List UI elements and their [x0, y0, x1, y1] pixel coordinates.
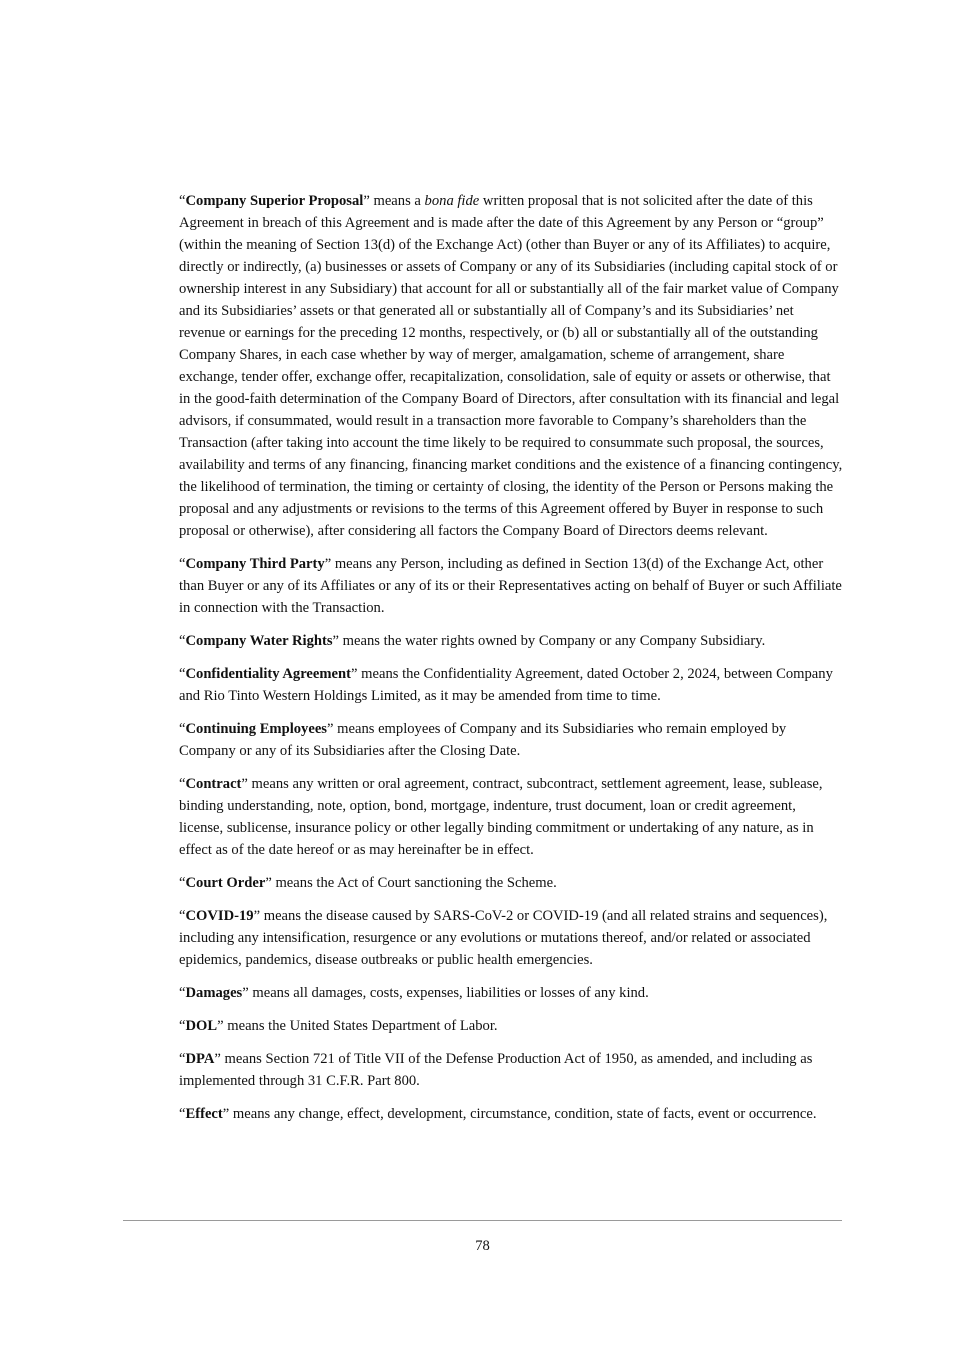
definition-text: means the disease caused by SARS-CoV-2 or COVID-19 (and all related strains and sequences), including any intensification, resurgence or any evolutions or mutations thereof, and/or related or associated epidemics, pandemics, disease outbreaks or public health emergencies. — [179, 908, 828, 968]
defined-term: DPA — [185, 1051, 215, 1067]
defined-term: Company Water Rights — [185, 633, 333, 649]
definition-text: means any written or oral agreement, contract, subcontract, settlement agreement, lease, sublease, binding understanding, note, option, bond, mortgage, indenture, trust document, loan or credit agreement, license, sublicense, insurance policy or other legally binding commitment or undertaking of any nature, as in effect as of the date hereof or as may hereinafter be in effect. — [179, 776, 823, 858]
defined-term: Contract — [185, 776, 242, 792]
definition-court-order: “Court Order” means the Act of Court sanctioning the Scheme. — [179, 875, 557, 891]
footer-divider — [123, 1220, 842, 1221]
defined-term: Damages — [185, 985, 243, 1001]
defined-term: Confidentiality Agreement — [185, 666, 351, 682]
defined-term: DOL — [185, 1018, 218, 1034]
definitions-section — [179, 190, 843, 1136]
definition-dpa: “DPA” means Section 721 of Title VII of the Defense Production Act of 1950, as amended, and including as implemented through 31 C.F.R. Part 800. — [179, 1051, 813, 1089]
definition-company-superior-proposal: “Company Superior Proposal” means a bona fide written proposal that is not solicited after the date of this Agreement in breach of this Agreement and is made after the date of this Agreement by any Person or “group” (within the meaning of Section 13(d) of the Exchange Act) (other than Buyer or any of its Affiliates) to acquire, directly or indirectly, (a) businesses or assets of Company or any of its Subsidiaries (including capital stock of or ownership interest in any Subsidiary) that account for all or substantially all of the fair market value of Company and its Subsidiaries’ assets or that generated all or substantially all of Company’s and its Subsidiaries’ net revenue or earnings for the preceding 12 months, respectively, or (b) all or substantially all of the outstanding Company Shares, in each case whether by way of merger, amalgamation, scheme of arrangement, share exchange, tender offer, exchange offer, recapitalization, consolidation, sale of equity or assets or otherwise, that in the good-faith determination of the Company Board of Directors, after consultation with its financial and legal advisors, if consummated, would result in a transaction more favorable to Company’s shareholders than the Transaction (after taking into account the time likely to be required to consummate such proposal, the sources, availability and terms of any financing, financing market conditions and the existence of a financing contingency, the likelihood of termination, the timing or certainty of closing, the identity of the Person or Persons making the proposal and any adjustments or revisions to the terms of this Agreement offered by Buyer in response to such proposal or otherwise), after considering all factors the Company Board of Directors deems relevant. — [179, 193, 843, 539]
defined-term: Company Superior Proposal — [185, 193, 364, 209]
defined-term: Company Third Party — [185, 556, 325, 572]
defined-term: COVID-19 — [185, 908, 254, 924]
definition-text: means any change, effect, development, circumstance, condition, state of facts, event or occurrence. — [229, 1106, 817, 1122]
definition-text: means the Act of Court sanctioning the Scheme. — [271, 875, 557, 891]
definition-text: means any Person, including as defined in Section 13(d) of the Exchange Act, other than Buyer or any of its Affiliates or any of its or their Representatives acting on behalf of Buyer or such Affiliate in connection with the Transaction. — [179, 556, 842, 616]
definition-text: means employees of Company and its Subsidiaries who remain employed by Company or any of its Subsidiaries after the Closing Date. — [179, 721, 787, 759]
definition-company-water-rights: “Company Water Rights” means the water rights owned by Company or any Company Subsidiary. — [179, 633, 766, 649]
definition-confidentiality-agreement: “Confidentiality Agreement” means the Confidentiality Agreement, dated October 2, 2024, between Company and Rio Tinto Western Holdings Limited, as it may be amended from time to time. — [179, 666, 833, 704]
definition-damages: “Damages” means all damages, costs, expenses, liabilities or losses of any kind. — [179, 985, 649, 1001]
definition-text: means all damages, costs, expenses, liabilities or losses of any kind. — [248, 985, 649, 1001]
definition-text: means the United States Department of Labor. — [223, 1018, 498, 1034]
definition-text: means Section 721 of Title VII of the Defense Production Act of 1950, as amended, and including as implemented through 31 C.F.R. Part 800. — [179, 1051, 813, 1089]
defined-term: Court Order — [185, 875, 266, 891]
italic-phrase: bona fide — [424, 193, 480, 209]
definition-company-third-party: “Company Third Party” means any Person, including as defined in Section 13(d) of the Exchange Act, other than Buyer or any of its Affiliates or any of its or their Representatives acting on behalf of Buyer or such Affiliate in connection with the Transaction. — [179, 556, 842, 616]
page-number: 78 — [475, 1238, 490, 1254]
defined-term: Effect — [185, 1106, 223, 1122]
definition-text: means the Confidentiality Agreement, dated October 2, 2024, between Company and Rio Tinto Western Holdings Limited, as it may be amended from time to time. — [179, 666, 833, 704]
definition-text-lead: means a — [369, 193, 425, 209]
definition-contract: “Contract” means any written or oral agreement, contract, subcontract, settlement agreement, lease, sublease, binding understanding, note, option, bond, mortgage, indenture, trust document, loan or credit agreement, license, sublicense, insurance policy or other legally binding commitment or undertaking of any nature, as in effect as of the date hereof or as may hereinafter be in effect. — [179, 776, 823, 858]
definition-effect: “Effect” means any change, effect, development, circumstance, condition, state of facts, event or occurrence. — [179, 1106, 817, 1122]
definition-continuing-employees: “Continuing Employees” means employees of Company and its Subsidiaries who remain employed by Company or any of its Subsidiaries after the Closing Date. — [179, 721, 787, 759]
definition-covid-19: “COVID-19” means the disease caused by SARS-CoV-2 or COVID-19 (and all related strains and sequences), including any intensification, resurgence or any evolutions or mutations thereof, and/or related or associated epidemics, pandemics, disease outbreaks or public health emergencies. — [179, 908, 828, 968]
defined-term: Continuing Employees — [185, 721, 327, 737]
definition-dol: “DOL” means the United States Department of Labor. — [179, 1018, 498, 1034]
definition-text: means the water rights owned by Company or any Company Subsidiary. — [339, 633, 766, 649]
definition-text: written proposal that is not solicited after the date of this Agreement in breach of this Agreement and is made after the date of this Agreement by any Person or “group” (within the meaning of Section 13(d) of the Exchange Act) (other than Buyer or any of its Affiliates) to acquire, directly or indirectly, (a) businesses or assets of Company or any of its Subsidiaries (including capital stock of or ownership interest in any Subsidiary) that account for all or substantially all of the fair market value of Company and its Subsidiaries’ assets or that generated all or substantially all of Company’s and its Subsidiaries’ net revenue or earnings for the preceding 12 months, respectively, or (b) all or substantially all of the outstanding Company Shares, in each case whether by way of merger, amalgamation, scheme of arrangement, share exchange, tender offer, exchange offer, recapitalization, consolidation, sale of equity or assets or otherwise, that in the good-faith determination of the Company Board of Directors, after consultation with its financial and legal advisors, if consummated, would result in a transaction more favorable to Company’s shareholders than the Transaction (after taking into account the time likely to be required to consummate such proposal, the sources, availability and terms of any financing, financing market conditions and the existence of a financing contingency, the likelihood of termination, the timing or certainty of closing, the identity of the Person or Persons making the proposal and any adjustments or revisions to the terms of this Agreement offered by Buyer in response to such proposal or otherwise), after considering all factors the Company Board of Directors deems relevant. — [179, 193, 843, 539]
